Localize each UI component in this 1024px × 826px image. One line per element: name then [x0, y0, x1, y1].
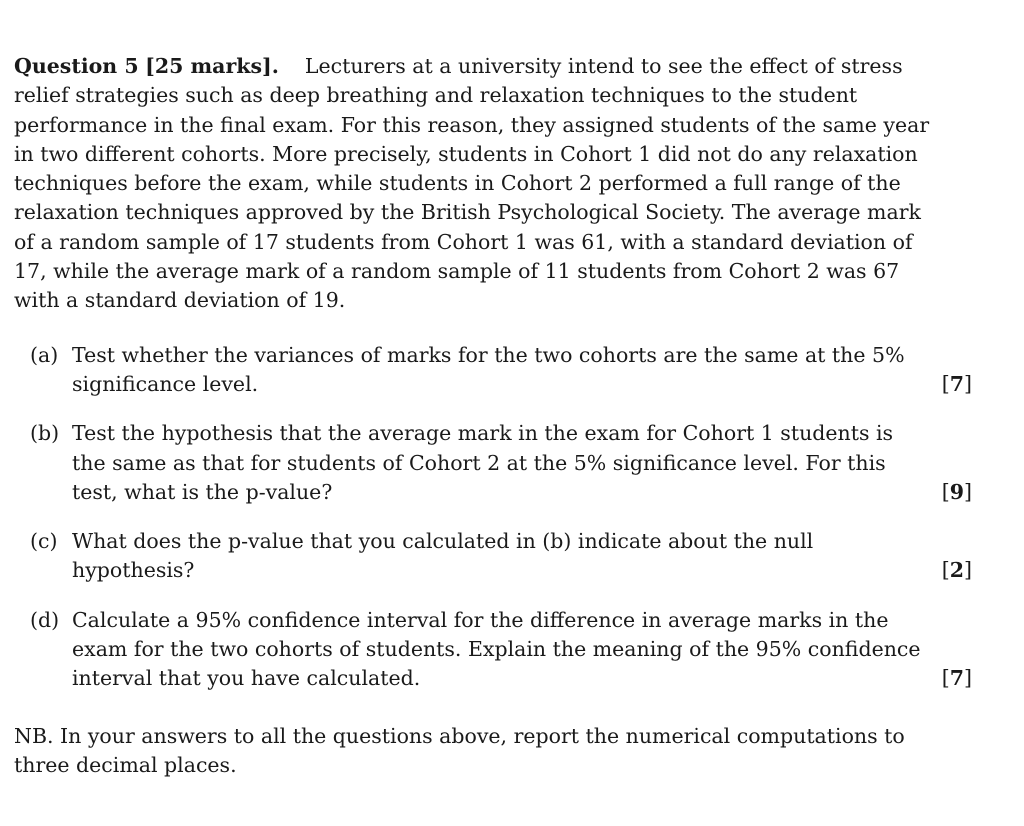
part-label: (c)	[30, 529, 58, 554]
part-marks-value: 7	[949, 371, 964, 396]
question-text: Lecturers at a university intend to see the effect of stress relief strategies such as deep breathing and relaxation techniques to the student performance in the final exam. For this reason, they assigned students of the same year in two different cohorts. More precisely, students in Cohort 1 did not do any relaxation techniques before the exam, while students in Cohort 2 performed a full range of the relaxation techniques approved by the British Psychological Society. The average mark of a random sample of 17 students from Cohort 1 was 61, with a standard deviation of 17, while the average mark of a random sample of 11 students from Cohort 2 was 67 with a standard deviation of 19.	[14, 54, 930, 313]
question-heading: Question 5	[14, 54, 139, 78]
part-label: (a)	[30, 342, 59, 367]
part-marks-value: 2	[949, 558, 964, 583]
question-intro	[14, 52, 944, 316]
part-marks-value: 9	[949, 479, 964, 504]
part-marks: [2]	[941, 558, 972, 583]
question-part-d	[14, 606, 972, 694]
question-marks: [25 marks].	[145, 54, 279, 78]
part-marks: [7]	[941, 371, 972, 396]
part-marks: [7]	[941, 666, 972, 691]
part-marks-value: 7	[949, 666, 964, 691]
part-text: Test the hypothesis that the average mark in the exam for Cohort 1 students is the same as that for students of Cohort 2 at the 5% significance level. For this test, what is the p-value?	[72, 421, 894, 504]
part-text: Test whether the variances of marks for the two cohorts are the same at the 5% significance level.	[72, 342, 905, 396]
question-parts-list	[14, 341, 972, 694]
part-label: (b)	[30, 421, 60, 446]
footnote: NB. In your answers to all the questions above, report the numerical computations to three decimal places.	[14, 723, 905, 777]
question-part-c	[14, 527, 972, 586]
question-part-b	[14, 419, 972, 507]
part-text: What does the p-value that you calculated in (b) indicate about the null hypothesis?	[72, 529, 814, 583]
part-marks: [9]	[941, 479, 972, 504]
part-text: Calculate a 95% confidence interval for the difference in average marks in the exam for the two cohorts of students. Explain the meaning of the 95% confidence interval that you have calculated.	[72, 607, 921, 691]
question-part-a	[14, 341, 972, 400]
question-page	[14, 52, 972, 801]
part-label: (d)	[30, 607, 60, 632]
